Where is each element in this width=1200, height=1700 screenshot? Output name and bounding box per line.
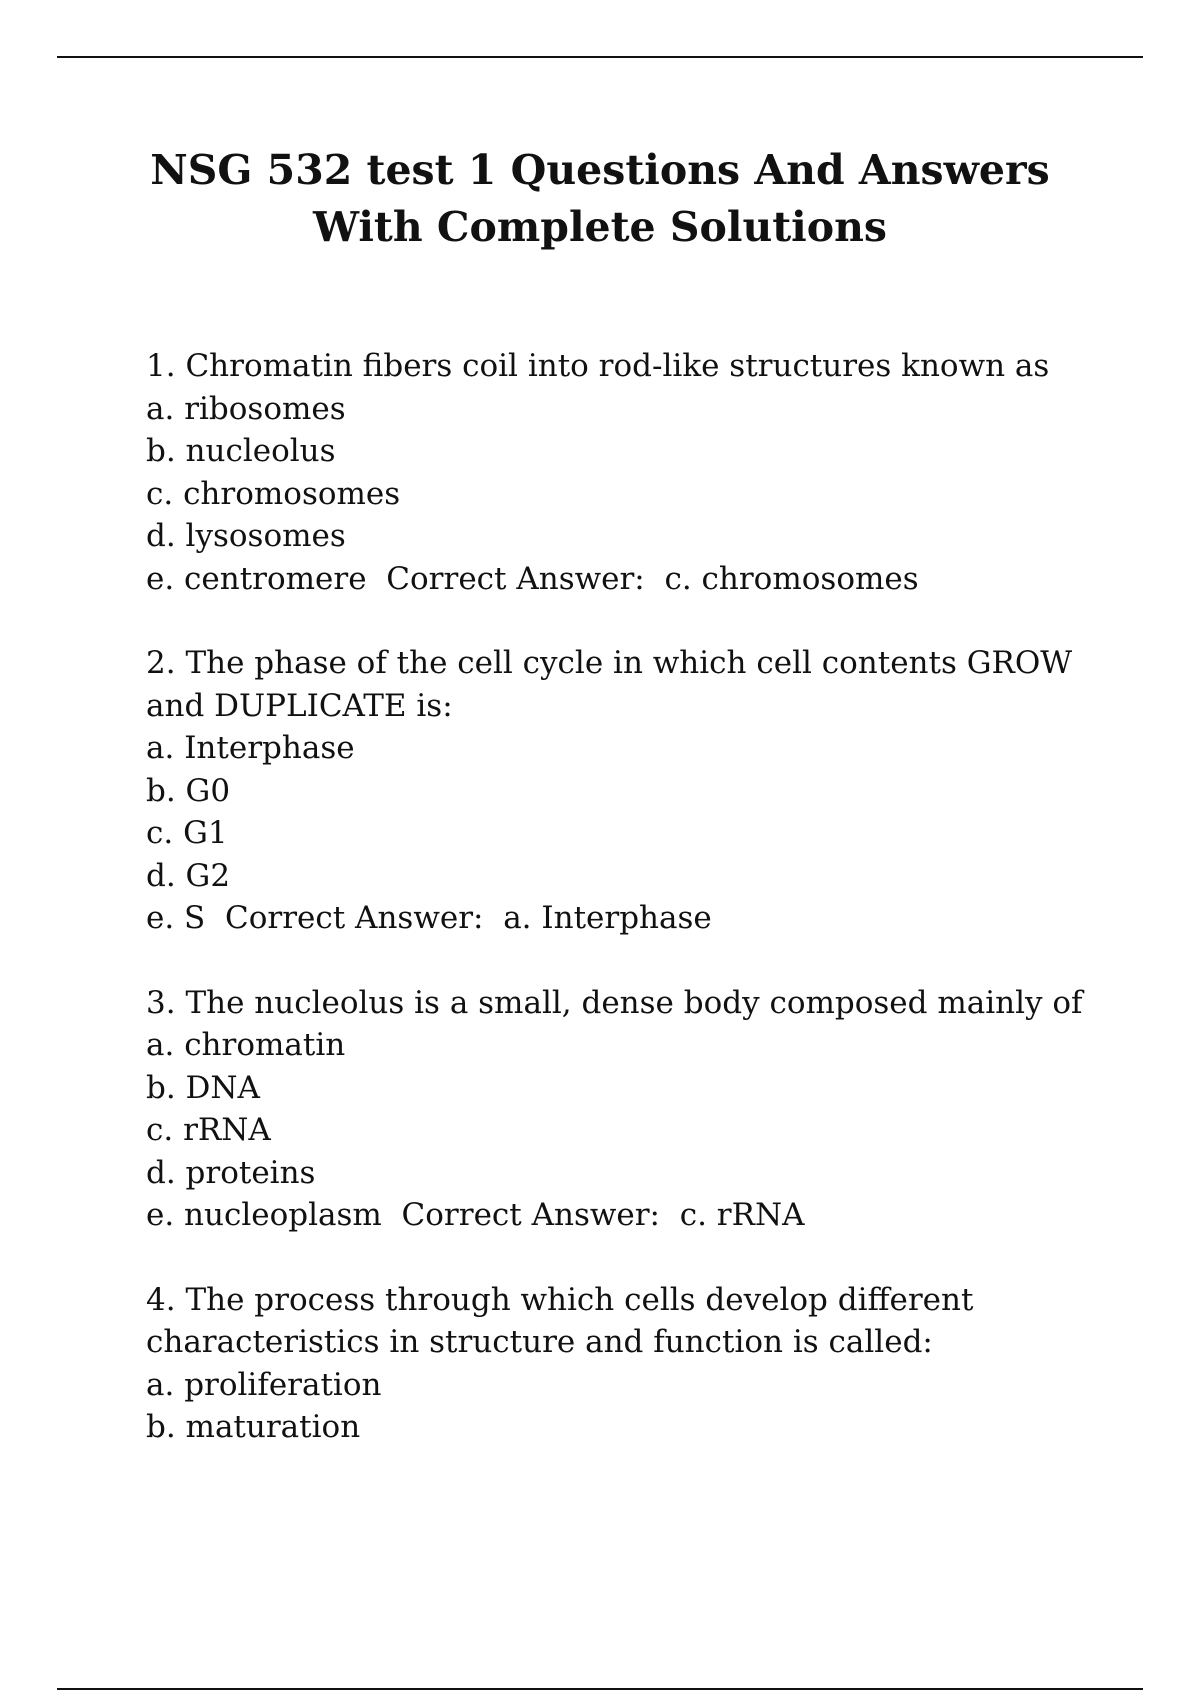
question-3 [146,982,1086,1237]
question-stem [146,1279,1086,1322]
answer-label: Correct Answer: [401,1197,660,1233]
question-text-continued: and DUPLICATE is: [146,687,453,724]
question-number: 3. [146,984,176,1021]
question-4 [146,1279,1086,1449]
option-a: a. chromatin [146,1027,346,1063]
option-d: d. G2 [146,857,231,894]
option-d: d. lysosomes [146,518,346,554]
option-c: c. G1 [146,815,228,851]
option-c: c. rRNA [146,1112,271,1148]
answer-value: c. chromosomes [664,560,919,597]
option-d: d. proteins [146,1154,316,1191]
option-a: a. proliferation [146,1366,382,1403]
option-e-with-answer [146,558,1086,601]
option-b: b. G0 [146,772,231,809]
option-a: a. ribosomes [146,390,346,427]
title-line: With Complete Solutions [313,203,887,251]
option-b: b. maturation [146,1409,361,1445]
question-stem [146,982,1086,1025]
question-number: 1. [146,348,176,384]
question-1 [146,345,1086,600]
question-stem [146,642,1086,685]
question-text: Chromatin fibers coil into rod-like structures known as [185,348,1050,384]
question-number: 4. [146,1281,176,1318]
question-list [146,345,1086,1491]
question-number: 2. [146,645,176,681]
top-divider [57,56,1143,58]
question-text: The nucleolus is a small, dense body composed mainly of [185,984,1083,1021]
answer-value: c. rRNA [679,1197,805,1233]
answer-label: Correct Answer: [225,900,484,936]
option-e: e. nucleoplasm [146,1197,382,1233]
question-2 [146,642,1086,940]
question-text: The process through which cells develop different [185,1281,974,1318]
option-b: b. nucleolus [146,433,336,469]
option-c: c. chromosomes [146,475,401,512]
question-stem [146,345,1086,388]
option-a: a. Interphase [146,730,355,766]
option-e-with-answer [146,897,1086,940]
answer-value: a. Interphase [503,900,712,936]
question-text: The phase of the cell cycle in which cell contents GROW [185,645,1073,681]
bottom-divider [57,1688,1143,1690]
answer-label: Correct Answer: [386,560,645,597]
option-e-with-answer [146,1194,1086,1237]
title-line: NSG 532 test 1 Questions And Answers [150,146,1050,194]
question-text-continued: characteristics in structure and function is called: [146,1324,933,1360]
option-e: e. centromere [146,560,367,597]
page-title [100,142,1100,256]
option-e: e. S [146,900,206,936]
option-b: b. DNA [146,1069,260,1106]
